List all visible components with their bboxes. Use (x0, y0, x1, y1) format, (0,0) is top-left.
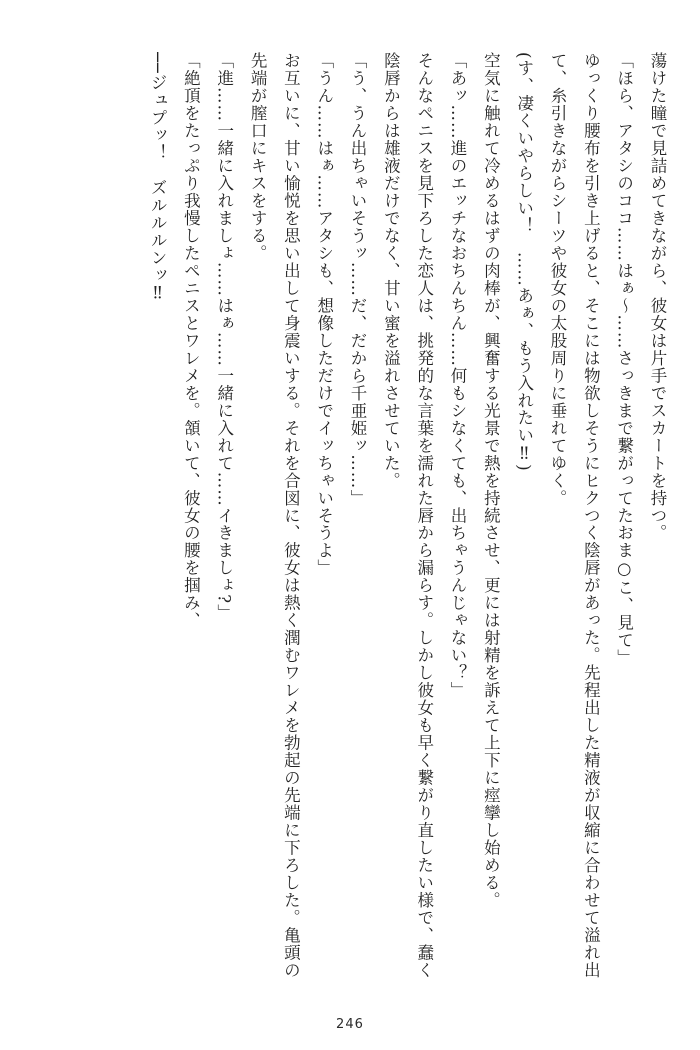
paragraph: 「う、うん出ちゃいそうッ……だ、だから千亜姫ッ……」 (348, 52, 368, 507)
paragraph: 空気に触れて冷めるはずの肉棒が、興奮する光景で熱を持続させ、更には射精を訴えて上下に痙攣し始める。 (481, 52, 501, 910)
paragraph: 「うん……はぁ……アタシも、想像しただけでイッちゃいそうよ」 (314, 52, 334, 577)
paragraph: 蕩けた瞳で見詰めてきながら、彼女は片手でスカートを持つ。 (648, 52, 667, 542)
novel-text-body (26, 52, 674, 982)
paragraph: (す、凄くいやらしい！ ……あぁ、もう入れたい‼) (514, 52, 534, 472)
paragraph: そんなペニスを見下ろした恋人は、挑発的な言葉を濡れた唇から漏らす。しかし彼女も早く繋がり直したい様で、蠢く陰唇からは雄液だけでなく、甘い蜜を溢れさせていた。 (381, 52, 434, 979)
paragraph: ゆっくり腰布を引き上げると、そこには物欲しそうにヒクつく陰唇があった。先程出した精液が収縮に合わせて溢れ出て、糸引きながらシーツや彼女の太股周りに垂れてゆく。 (548, 52, 601, 979)
page-number: 246 (336, 1017, 364, 1032)
paragraph: 「ほら、アタシのココ……はぁ～……さっきまで繋がってたおま○こ、見て」 (614, 52, 634, 667)
paragraph: 「進……一緒に入れましょ……はぁ……一緒に入れて……イきましょ?」 (214, 52, 234, 622)
paragraph: お互いに、甘い愉悦を思い出して身震いする。それを合図に、彼女は熱く潤むワレメを勃起の先端に下ろした。亀頭の先端が膣口にキスをする。 (248, 52, 301, 979)
paragraph: ──ジュプッ！ ズルルルンッ‼ (148, 52, 168, 304)
paragraph: 「あッ……進のエッチなおちんちん……何もシなくても、出ちゃうんじゃない？」 (448, 52, 468, 700)
paragraph: 「絶頂をたっぷり我慢したペニスとワレメを。頷いて、彼女の腰を掴み、 (181, 52, 201, 630)
